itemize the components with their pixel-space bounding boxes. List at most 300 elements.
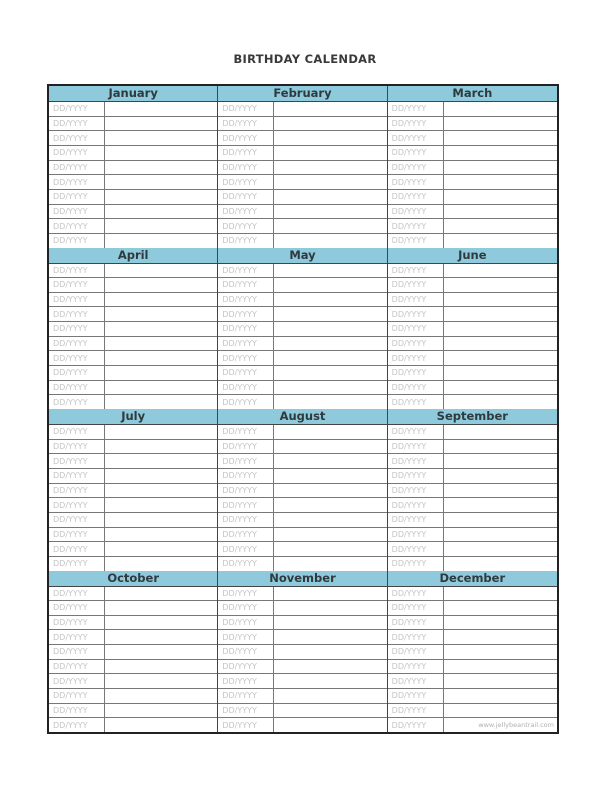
month-rows	[388, 425, 557, 571]
date-field[interactable]: DD/YYYY	[218, 557, 274, 571]
date-field[interactable]: DD/YYYY	[218, 205, 274, 219]
date-field[interactable]: DD/YYYY	[49, 278, 105, 292]
month-header: June	[388, 248, 557, 264]
date-field[interactable]: DD/YYYY	[388, 469, 444, 483]
date-field[interactable]: DD/YYYY	[49, 264, 105, 278]
date-field[interactable]: DD/YYYY	[218, 381, 274, 395]
name-field[interactable]	[274, 440, 386, 454]
birthday-row	[218, 337, 386, 352]
date-field[interactable]: DD/YYYY	[218, 630, 274, 644]
date-field[interactable]: DD/YYYY	[49, 542, 105, 556]
date-field[interactable]: DD/YYYY	[218, 616, 274, 630]
name-field[interactable]	[444, 674, 557, 688]
birthday-row	[388, 498, 557, 513]
date-field[interactable]: DD/YYYY	[218, 587, 274, 601]
date-field[interactable]: DD/YYYY	[218, 440, 274, 454]
birthday-row	[218, 587, 386, 602]
date-field[interactable]: DD/YYYY	[49, 395, 105, 409]
name-field[interactable]	[274, 337, 386, 351]
date-field[interactable]: DD/YYYY	[388, 484, 444, 498]
date-field[interactable]: DD/YYYY	[388, 557, 444, 571]
birthday-row	[49, 630, 217, 645]
name-field[interactable]	[444, 484, 557, 498]
date-field[interactable]: DD/YYYY	[388, 660, 444, 674]
birthday-row	[218, 660, 386, 675]
birthday-row	[218, 674, 386, 689]
name-field[interactable]	[274, 131, 386, 145]
name-field[interactable]	[105, 205, 217, 219]
date-field[interactable]: DD/YYYY	[49, 102, 105, 116]
date-field[interactable]: DD/YYYY	[218, 161, 274, 175]
birthday-row	[388, 528, 557, 543]
date-field[interactable]: DD/YYYY	[388, 674, 444, 688]
date-field[interactable]: DD/YYYY	[388, 278, 444, 292]
birthday-row	[218, 542, 386, 557]
date-field[interactable]: DD/YYYY	[218, 704, 274, 718]
name-field[interactable]	[444, 293, 557, 307]
name-field[interactable]	[274, 425, 386, 439]
name-field[interactable]	[105, 293, 217, 307]
name-field[interactable]	[444, 366, 557, 380]
name-field[interactable]	[105, 674, 217, 688]
date-field[interactable]: DD/YYYY	[49, 190, 105, 204]
name-field[interactable]	[105, 645, 217, 659]
name-field[interactable]	[444, 425, 557, 439]
birthday-row	[49, 587, 217, 602]
name-field[interactable]	[274, 161, 386, 175]
date-field[interactable]: DD/YYYY	[388, 293, 444, 307]
name-field[interactable]	[274, 689, 386, 703]
name-field[interactable]	[274, 278, 386, 292]
name-field[interactable]	[274, 219, 386, 233]
date-field[interactable]: DD/YYYY	[49, 587, 105, 601]
name-field[interactable]	[274, 205, 386, 219]
name-field[interactable]	[105, 264, 217, 278]
name-field[interactable]	[444, 498, 557, 512]
name-field[interactable]	[274, 175, 386, 189]
birthday-row	[388, 645, 557, 660]
name-field[interactable]	[274, 146, 386, 160]
date-field[interactable]: DD/YYYY	[388, 454, 444, 468]
date-field[interactable]: DD/YYYY	[218, 234, 274, 248]
date-field[interactable]: DD/YYYY	[49, 322, 105, 336]
name-field[interactable]	[444, 351, 557, 365]
date-field[interactable]: DD/YYYY	[388, 601, 444, 615]
name-field[interactable]	[105, 337, 217, 351]
date-field[interactable]: DD/YYYY	[218, 528, 274, 542]
name-field[interactable]	[444, 278, 557, 292]
name-field[interactable]	[274, 484, 386, 498]
name-field[interactable]	[444, 307, 557, 321]
date-field[interactable]: DD/YYYY	[388, 587, 444, 601]
name-field[interactable]	[105, 322, 217, 336]
name-field[interactable]	[444, 395, 557, 409]
date-field[interactable]: DD/YYYY	[49, 146, 105, 160]
date-field[interactable]: DD/YYYY	[218, 469, 274, 483]
name-field[interactable]	[444, 528, 557, 542]
date-field[interactable]: DD/YYYY	[218, 660, 274, 674]
date-field[interactable]: DD/YYYY	[49, 557, 105, 571]
birthday-row	[218, 484, 386, 499]
date-field[interactable]: DD/YYYY	[49, 528, 105, 542]
birthday-row	[388, 616, 557, 631]
date-field[interactable]: DD/YYYY	[388, 146, 444, 160]
name-field[interactable]	[274, 381, 386, 395]
birthday-row	[388, 337, 557, 352]
date-field[interactable]: DD/YYYY	[388, 161, 444, 175]
date-field[interactable]: DD/YYYY	[218, 190, 274, 204]
date-field[interactable]: DD/YYYY	[49, 689, 105, 703]
name-field[interactable]	[444, 587, 557, 601]
name-field[interactable]	[105, 440, 217, 454]
name-field[interactable]	[274, 264, 386, 278]
birthday-row	[218, 293, 386, 308]
name-field[interactable]	[274, 513, 386, 527]
name-field[interactable]	[444, 381, 557, 395]
name-field[interactable]	[274, 395, 386, 409]
date-field[interactable]: DD/YYYY	[218, 674, 274, 688]
date-field[interactable]: DD/YYYY	[388, 425, 444, 439]
date-field[interactable]: DD/YYYY	[49, 630, 105, 644]
date-field[interactable]: DD/YYYY	[218, 146, 274, 160]
name-field[interactable]	[444, 689, 557, 703]
name-field[interactable]	[105, 307, 217, 321]
birthday-row	[49, 704, 217, 719]
name-field[interactable]	[105, 190, 217, 204]
name-field[interactable]	[105, 278, 217, 292]
name-field[interactable]	[105, 513, 217, 527]
date-field[interactable]: DD/YYYY	[388, 704, 444, 718]
name-field[interactable]	[444, 601, 557, 615]
birthday-row	[388, 264, 557, 279]
birthday-row	[388, 351, 557, 366]
name-field[interactable]	[274, 674, 386, 688]
date-field[interactable]: DD/YYYY	[49, 440, 105, 454]
date-field[interactable]: DD/YYYY	[49, 337, 105, 351]
date-field[interactable]: DD/YYYY	[49, 616, 105, 630]
date-field[interactable]: DD/YYYY	[218, 293, 274, 307]
name-field[interactable]	[274, 557, 386, 571]
date-field[interactable]: DD/YYYY	[218, 351, 274, 365]
date-field[interactable]: DD/YYYY	[218, 337, 274, 351]
name-field[interactable]	[274, 660, 386, 674]
date-field[interactable]: DD/YYYY	[218, 322, 274, 336]
name-field[interactable]	[274, 293, 386, 307]
name-field[interactable]	[105, 704, 217, 718]
date-field[interactable]: DD/YYYY	[49, 175, 105, 189]
name-field[interactable]	[274, 498, 386, 512]
name-field[interactable]	[274, 528, 386, 542]
name-field[interactable]	[105, 219, 217, 233]
name-field[interactable]	[105, 484, 217, 498]
date-field[interactable]: DD/YYYY	[388, 528, 444, 542]
birthday-row	[218, 498, 386, 513]
month-rows	[49, 425, 217, 571]
birthday-row	[218, 616, 386, 631]
date-field[interactable]: DD/YYYY	[388, 542, 444, 556]
month-block-december	[388, 571, 557, 733]
name-field[interactable]	[444, 440, 557, 454]
date-field[interactable]: DD/YYYY	[388, 645, 444, 659]
birthday-row	[218, 469, 386, 484]
date-field[interactable]: DD/YYYY	[218, 395, 274, 409]
date-field[interactable]: DD/YYYY	[218, 131, 274, 145]
name-field[interactable]	[274, 601, 386, 615]
date-field[interactable]: DD/YYYY	[49, 205, 105, 219]
date-field[interactable]: DD/YYYY	[218, 645, 274, 659]
date-field[interactable]: DD/YYYY	[49, 425, 105, 439]
date-field[interactable]: DD/YYYY	[218, 513, 274, 527]
name-field[interactable]	[274, 454, 386, 468]
name-field[interactable]	[105, 689, 217, 703]
date-field[interactable]: DD/YYYY	[218, 689, 274, 703]
date-field[interactable]: DD/YYYY	[49, 454, 105, 468]
date-field[interactable]: DD/YYYY	[218, 102, 274, 116]
name-field[interactable]	[105, 395, 217, 409]
name-field[interactable]	[274, 630, 386, 644]
name-field[interactable]	[444, 264, 557, 278]
name-field[interactable]	[444, 190, 557, 204]
name-field[interactable]	[444, 234, 557, 248]
name-field[interactable]	[444, 131, 557, 145]
name-field[interactable]	[105, 616, 217, 630]
birthday-row	[218, 307, 386, 322]
name-field[interactable]	[274, 366, 386, 380]
date-field[interactable]: DD/YYYY	[218, 278, 274, 292]
date-field[interactable]: DD/YYYY	[388, 175, 444, 189]
date-field[interactable]: DD/YYYY	[49, 513, 105, 527]
birthday-row	[49, 366, 217, 381]
name-field[interactable]	[105, 131, 217, 145]
date-field[interactable]: DD/YYYY	[388, 366, 444, 380]
date-field[interactable]: DD/YYYY	[49, 674, 105, 688]
birthday-row	[388, 161, 557, 176]
birthday-row	[49, 161, 217, 176]
date-field[interactable]: DD/YYYY	[49, 601, 105, 615]
date-field[interactable]: DD/YYYY	[388, 337, 444, 351]
name-field[interactable]	[105, 469, 217, 483]
name-field[interactable]	[444, 161, 557, 175]
date-field[interactable]: DD/YYYY	[388, 689, 444, 703]
birthday-row	[388, 307, 557, 322]
date-field[interactable]: DD/YYYY	[218, 425, 274, 439]
date-field[interactable]: DD/YYYY	[49, 351, 105, 365]
month-block-january	[49, 86, 218, 248]
date-field[interactable]: DD/YYYY	[388, 205, 444, 219]
birthday-row	[388, 674, 557, 689]
name-field[interactable]	[444, 645, 557, 659]
birthday-row	[388, 205, 557, 220]
date-field[interactable]: DD/YYYY	[388, 131, 444, 145]
name-field[interactable]	[105, 381, 217, 395]
date-field[interactable]: DD/YYYY	[49, 293, 105, 307]
name-field[interactable]	[274, 322, 386, 336]
name-field[interactable]	[444, 102, 557, 116]
name-field[interactable]	[105, 542, 217, 556]
date-field[interactable]: DD/YYYY	[388, 513, 444, 527]
date-field[interactable]: DD/YYYY	[218, 264, 274, 278]
date-field[interactable]: DD/YYYY	[388, 395, 444, 409]
birthday-row	[49, 557, 217, 571]
name-field[interactable]	[105, 660, 217, 674]
date-field[interactable]: DD/YYYY	[388, 322, 444, 336]
name-field[interactable]	[274, 645, 386, 659]
date-field[interactable]: DD/YYYY	[49, 660, 105, 674]
birthday-row	[388, 322, 557, 337]
name-field[interactable]	[444, 469, 557, 483]
month-block-october	[49, 571, 218, 733]
name-field[interactable]	[105, 146, 217, 160]
birthday-row	[388, 131, 557, 146]
date-field[interactable]: DD/YYYY	[49, 469, 105, 483]
name-field[interactable]	[274, 542, 386, 556]
birthday-row	[49, 293, 217, 308]
birthday-row	[49, 484, 217, 499]
name-field[interactable]	[274, 704, 386, 718]
name-field[interactable]	[444, 337, 557, 351]
name-field[interactable]	[105, 425, 217, 439]
name-field[interactable]	[105, 718, 217, 732]
month-header: December	[388, 571, 557, 587]
date-field[interactable]: DD/YYYY	[218, 542, 274, 556]
date-field[interactable]: DD/YYYY	[49, 117, 105, 131]
birthday-row	[49, 689, 217, 704]
name-field[interactable]	[274, 307, 386, 321]
name-field[interactable]	[444, 219, 557, 233]
name-field[interactable]	[444, 660, 557, 674]
date-field[interactable]: DD/YYYY	[388, 498, 444, 512]
name-field[interactable]	[105, 161, 217, 175]
birthday-row	[388, 102, 557, 117]
name-field[interactable]	[274, 469, 386, 483]
date-field[interactable]: DD/YYYY	[49, 484, 105, 498]
date-field[interactable]: DD/YYYY	[388, 219, 444, 233]
name-field[interactable]	[105, 234, 217, 248]
month-header: October	[49, 571, 217, 587]
date-field[interactable]: DD/YYYY	[49, 366, 105, 380]
date-field[interactable]: DD/YYYY	[388, 351, 444, 365]
name-field[interactable]	[105, 351, 217, 365]
date-field[interactable]: DD/YYYY	[49, 381, 105, 395]
name-field[interactable]	[274, 718, 386, 732]
date-field[interactable]: DD/YYYY	[49, 234, 105, 248]
name-field[interactable]	[274, 587, 386, 601]
birthday-row	[388, 601, 557, 616]
name-field[interactable]	[105, 630, 217, 644]
birthday-row	[49, 190, 217, 205]
name-field[interactable]	[444, 704, 557, 718]
birthday-row	[218, 395, 386, 409]
birthday-row	[218, 381, 386, 396]
date-field[interactable]: DD/YYYY	[218, 718, 274, 732]
birthday-row	[388, 469, 557, 484]
birthday-row	[388, 219, 557, 234]
date-field[interactable]: DD/YYYY	[388, 264, 444, 278]
date-field[interactable]: DD/YYYY	[49, 645, 105, 659]
birthday-row	[218, 190, 386, 205]
birthday-row	[49, 616, 217, 631]
date-field[interactable]: DD/YYYY	[388, 102, 444, 116]
name-field[interactable]	[105, 587, 217, 601]
date-field[interactable]: DD/YYYY	[218, 601, 274, 615]
date-field[interactable]: DD/YYYY	[388, 307, 444, 321]
name-field[interactable]	[274, 117, 386, 131]
name-field[interactable]	[274, 351, 386, 365]
name-field[interactable]	[444, 557, 557, 571]
name-field[interactable]	[274, 102, 386, 116]
date-field[interactable]: DD/YYYY	[388, 630, 444, 644]
date-field[interactable]: DD/YYYY	[218, 175, 274, 189]
name-field[interactable]	[444, 117, 557, 131]
date-field[interactable]: DD/YYYY	[49, 718, 105, 732]
name-field[interactable]	[444, 205, 557, 219]
date-field[interactable]: DD/YYYY	[49, 161, 105, 175]
date-field[interactable]: DD/YYYY	[49, 704, 105, 718]
birthday-row	[388, 704, 557, 719]
birthday-row	[388, 234, 557, 248]
date-field[interactable]: DD/YYYY	[218, 117, 274, 131]
name-field[interactable]	[274, 234, 386, 248]
name-field[interactable]	[444, 630, 557, 644]
birthday-row	[49, 718, 217, 732]
date-field[interactable]: DD/YYYY	[49, 307, 105, 321]
date-field[interactable]: DD/YYYY	[218, 484, 274, 498]
name-field[interactable]	[105, 601, 217, 615]
name-field[interactable]	[105, 117, 217, 131]
name-field[interactable]	[274, 616, 386, 630]
date-field[interactable]: DD/YYYY	[388, 381, 444, 395]
date-field[interactable]: DD/YYYY	[388, 440, 444, 454]
date-field[interactable]: DD/YYYY	[49, 219, 105, 233]
birthday-row	[218, 689, 386, 704]
date-field[interactable]: DD/YYYY	[388, 117, 444, 131]
birthday-row	[388, 146, 557, 161]
name-field[interactable]	[105, 175, 217, 189]
name-field[interactable]	[444, 146, 557, 160]
month-rows	[388, 587, 557, 733]
name-field[interactable]	[105, 102, 217, 116]
date-field[interactable]: DD/YYYY	[218, 307, 274, 321]
date-field[interactable]: DD/YYYY	[388, 190, 444, 204]
date-field[interactable]: DD/YYYY	[49, 131, 105, 145]
birthday-row	[218, 322, 386, 337]
name-field[interactable]	[105, 454, 217, 468]
date-field[interactable]: DD/YYYY	[218, 454, 274, 468]
date-field[interactable]: DD/YYYY	[49, 498, 105, 512]
name-field[interactable]	[444, 616, 557, 630]
date-field[interactable]: DD/YYYY	[388, 234, 444, 248]
name-field[interactable]	[444, 718, 557, 732]
name-field[interactable]	[444, 322, 557, 336]
name-field[interactable]	[444, 513, 557, 527]
name-field[interactable]	[105, 528, 217, 542]
name-field[interactable]	[444, 454, 557, 468]
name-field[interactable]	[444, 542, 557, 556]
name-field[interactable]	[105, 498, 217, 512]
birthday-row	[218, 528, 386, 543]
birthday-row	[218, 205, 386, 220]
date-field[interactable]: DD/YYYY	[388, 616, 444, 630]
date-field[interactable]: DD/YYYY	[218, 219, 274, 233]
name-field[interactable]	[444, 175, 557, 189]
name-field[interactable]	[274, 190, 386, 204]
date-field[interactable]: DD/YYYY	[218, 366, 274, 380]
name-field[interactable]	[105, 557, 217, 571]
name-field[interactable]	[105, 366, 217, 380]
date-field[interactable]: DD/YYYY	[388, 718, 444, 732]
date-field[interactable]: DD/YYYY	[218, 498, 274, 512]
birthday-row	[388, 660, 557, 675]
